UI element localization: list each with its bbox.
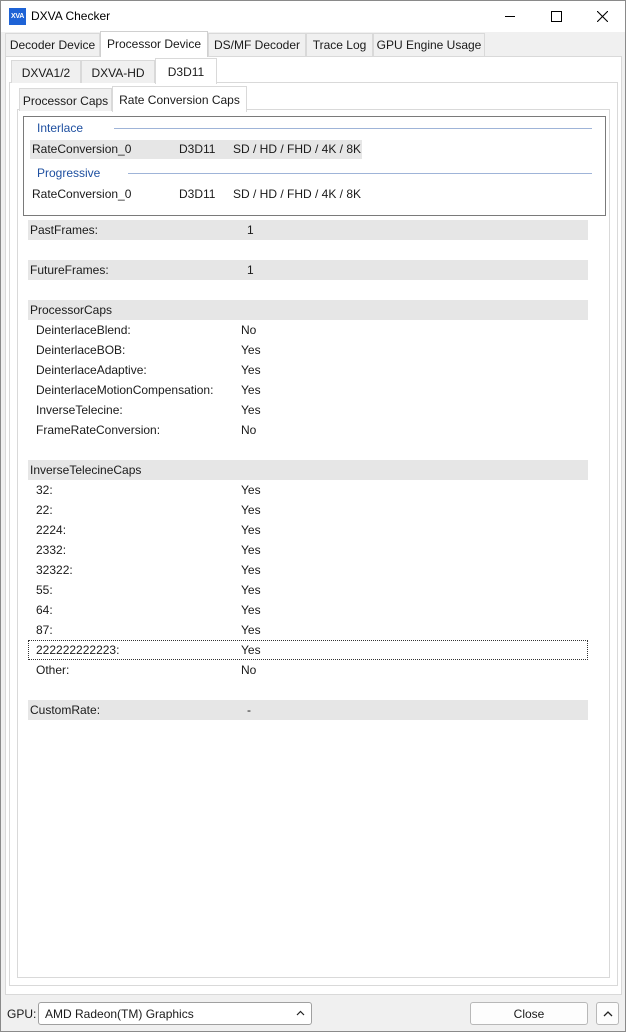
chevron-up-icon bbox=[603, 1010, 613, 1017]
list-item[interactable] bbox=[28, 520, 588, 540]
prop-key: 64: bbox=[36, 603, 53, 617]
prop-key: 2332: bbox=[36, 543, 67, 557]
collapse-button[interactable] bbox=[596, 1002, 619, 1025]
prop-key: DeinterlaceMotionCompensation: bbox=[36, 383, 214, 397]
prop-value: Yes bbox=[241, 383, 261, 397]
list-item[interactable] bbox=[28, 480, 588, 500]
group-divider bbox=[114, 128, 592, 129]
prop-key: 32: bbox=[36, 483, 53, 497]
prop-value: Yes bbox=[241, 563, 261, 577]
prop-key: CustomRate: bbox=[30, 703, 101, 717]
prop-value: 1 bbox=[247, 263, 254, 277]
prop-key: FrameRateConversion: bbox=[36, 423, 161, 437]
prop-value: No bbox=[241, 323, 257, 337]
tab-dxva-hd[interactable]: DXVA-HD bbox=[81, 60, 155, 83]
list-item[interactable] bbox=[28, 420, 588, 440]
window-title: DXVA Checker bbox=[31, 9, 111, 23]
prop-key: FutureFrames: bbox=[30, 263, 109, 277]
maximize-icon bbox=[551, 11, 562, 22]
group-divider bbox=[128, 173, 592, 174]
section-title: ProcessorCaps bbox=[30, 303, 113, 317]
list-item[interactable] bbox=[28, 340, 588, 360]
rate-conversion-row[interactable] bbox=[30, 185, 362, 204]
rc-resolutions: SD / HD / FHD / 4K / 8K bbox=[233, 142, 362, 156]
list-item[interactable] bbox=[28, 380, 588, 400]
prop-value: No bbox=[241, 663, 257, 677]
list-item[interactable] bbox=[28, 660, 588, 680]
prop-value: Yes bbox=[241, 483, 261, 497]
tab-d3d11[interactable]: D3D11 bbox=[155, 58, 217, 84]
rc-api: D3D11 bbox=[179, 187, 216, 201]
prop-key: DeinterlaceBlend: bbox=[36, 323, 131, 337]
title-bar bbox=[1, 1, 625, 32]
maximize-button[interactable] bbox=[533, 1, 579, 32]
prop-value: Yes bbox=[241, 523, 261, 537]
prop-value: Yes bbox=[241, 343, 261, 357]
prop-key: DeinterlaceBOB: bbox=[36, 343, 126, 357]
list-item[interactable] bbox=[28, 540, 588, 560]
prop-value: Yes bbox=[241, 543, 261, 557]
tab-processor-device[interactable]: Processor Device bbox=[100, 31, 208, 57]
tab-dxva12[interactable]: DXVA1/2 bbox=[11, 60, 81, 83]
list-item[interactable] bbox=[28, 400, 588, 420]
gpu-select-value: AMD Radeon(TM) Graphics bbox=[45, 1007, 194, 1021]
list-item[interactable] bbox=[28, 620, 588, 640]
prop-value: Yes bbox=[241, 583, 261, 597]
prop-value: - bbox=[247, 703, 251, 717]
close-window-button[interactable] bbox=[579, 1, 625, 32]
prop-value: Yes bbox=[241, 603, 261, 617]
prop-value: Yes bbox=[241, 643, 261, 657]
prop-value: 1 bbox=[247, 223, 254, 237]
prop-value: Yes bbox=[241, 623, 261, 637]
list-item[interactable] bbox=[28, 500, 588, 520]
prop-key: 55: bbox=[36, 583, 53, 597]
section-header-inverse-telecine-caps[interactable] bbox=[28, 460, 588, 480]
prop-key: PastFrames: bbox=[30, 223, 99, 237]
prop-key: 32322: bbox=[36, 563, 73, 577]
list-item-focused[interactable] bbox=[28, 640, 588, 660]
prop-key: DeinterlaceAdaptive: bbox=[36, 363, 147, 377]
tab-trace-log[interactable]: Trace Log bbox=[306, 33, 373, 56]
tab-rate-conversion-caps[interactable]: Rate Conversion Caps bbox=[112, 86, 247, 112]
prop-key: InverseTelecine: bbox=[36, 403, 123, 417]
prop-value: Yes bbox=[241, 403, 261, 417]
list-item[interactable] bbox=[28, 560, 588, 580]
prop-custom-rate[interactable] bbox=[28, 700, 588, 720]
tab-decoder-device[interactable]: Decoder Device bbox=[5, 33, 100, 56]
list-item[interactable] bbox=[28, 580, 588, 600]
minimize-icon bbox=[505, 11, 516, 22]
list-item[interactable] bbox=[28, 600, 588, 620]
prop-past-frames[interactable] bbox=[28, 220, 588, 240]
section-title: InverseTelecineCaps bbox=[30, 463, 142, 477]
list-item[interactable] bbox=[28, 320, 588, 340]
gpu-select[interactable] bbox=[38, 1002, 312, 1025]
prop-key: 87: bbox=[36, 623, 53, 637]
section-header-processor-caps[interactable] bbox=[28, 300, 588, 320]
minimize-button[interactable] bbox=[487, 1, 533, 32]
rc-resolutions: SD / HD / FHD / 4K / 8K bbox=[233, 187, 362, 201]
prop-value: Yes bbox=[241, 503, 261, 517]
close-icon bbox=[597, 11, 608, 22]
tab-processor-caps[interactable]: Processor Caps bbox=[19, 88, 112, 111]
tab-gpu-engine-usage[interactable]: GPU Engine Usage bbox=[373, 33, 485, 56]
prop-key: Other: bbox=[36, 663, 70, 677]
chevron-up-icon bbox=[296, 1010, 305, 1016]
prop-key: 2224: bbox=[36, 523, 67, 537]
prop-future-frames[interactable] bbox=[28, 260, 588, 280]
app-icon: XVA bbox=[9, 8, 26, 25]
rate-conversion-row[interactable] bbox=[30, 140, 362, 159]
group-title-interlace: Interlace bbox=[37, 121, 84, 135]
rc-api: D3D11 bbox=[179, 142, 216, 156]
gpu-label: GPU: bbox=[7, 1007, 37, 1021]
rate-conversion-list bbox=[23, 116, 606, 216]
rc-name: RateConversion_0 bbox=[32, 142, 132, 156]
rc-name: RateConversion_0 bbox=[32, 187, 132, 201]
list-item[interactable] bbox=[28, 360, 588, 380]
prop-key: 22: bbox=[36, 503, 53, 517]
close-button[interactable]: Close bbox=[470, 1002, 588, 1025]
prop-value: No bbox=[241, 423, 257, 437]
prop-value: Yes bbox=[241, 363, 261, 377]
tab-ds-mf-decoder[interactable]: DS/MF Decoder bbox=[208, 33, 306, 56]
group-title-progressive: Progressive bbox=[37, 166, 101, 180]
prop-key: 222222222223: bbox=[36, 643, 120, 657]
